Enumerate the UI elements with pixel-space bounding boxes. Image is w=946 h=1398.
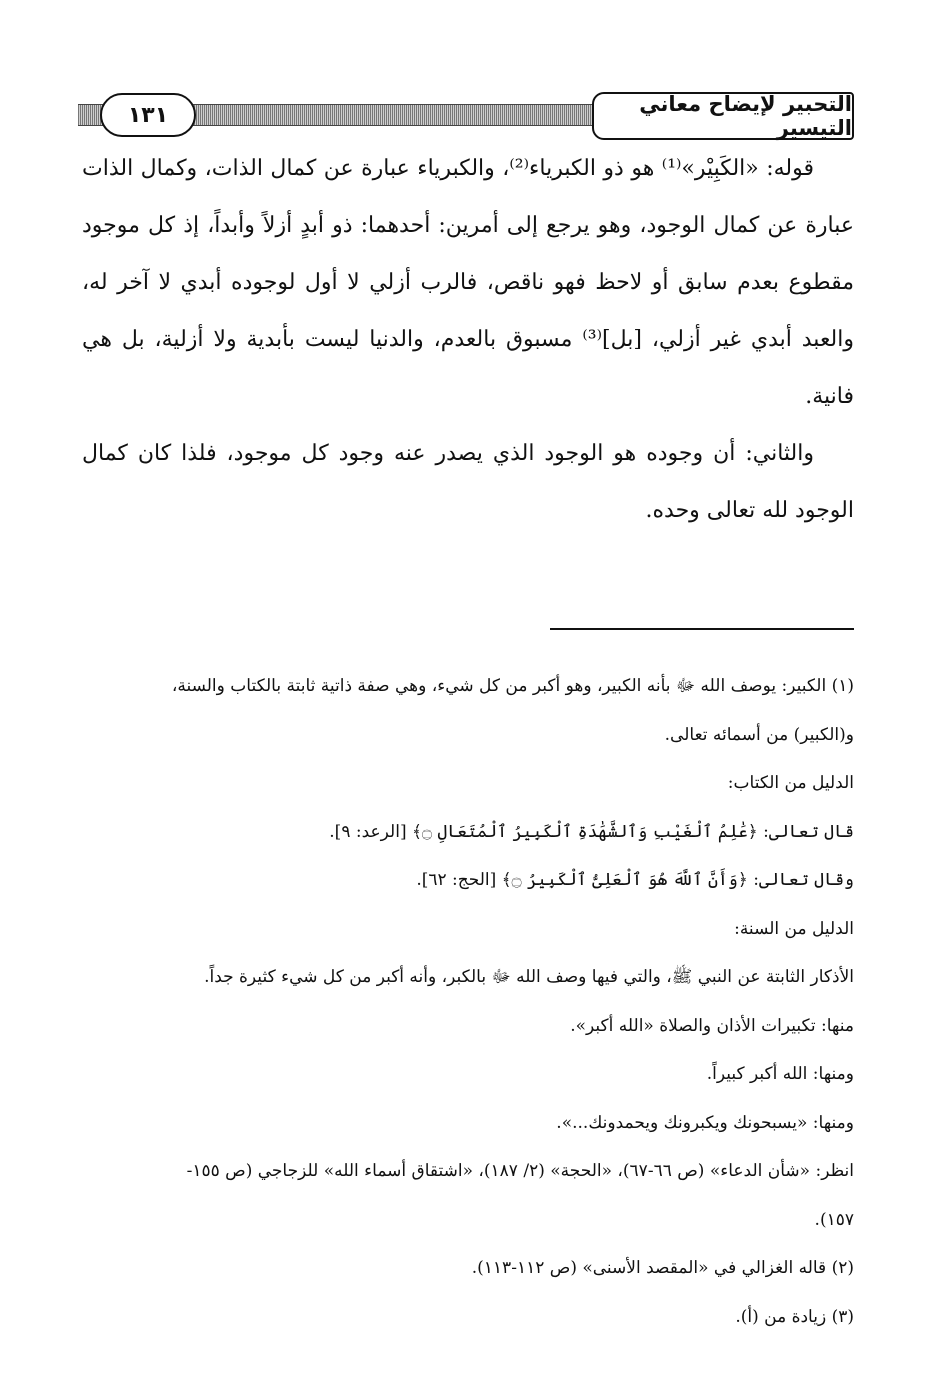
footnotes bbox=[82, 662, 854, 1341]
footnote-line: (١) الكبير: يوصف الله ﷻ بأنه الكبير، وهو أكبر من كل شيء، وهي صفة ذاتية ثابتة بالكتاب والسنة، bbox=[171, 676, 854, 696]
footnote-line: (٣) زيادة من (أ). bbox=[735, 1306, 854, 1327]
paragraph-text: والثاني: أن وجوده هو الوجود الذي يصدر عنه وجود كل موجود، فلذا كان كمال الوجود لله تعالى وحده. bbox=[82, 441, 854, 523]
footnote-line: الأذكار الثابتة عن النبي ﷺ، والتي فيها وصف الله ﷻ بالكبر، وأنه أكبر من كل شيء كثيرة جداً. bbox=[204, 967, 854, 987]
footnote-line: ومنها: «يسبحونك ويكبرونك ويحمدونك...». bbox=[556, 1112, 854, 1133]
main-text bbox=[82, 140, 854, 539]
book-title: التحبير لإيضاح معاني التيسير bbox=[592, 92, 854, 140]
footnote-line: الدليل من السنة: bbox=[734, 918, 854, 939]
footnote-line: قال تعالى: ﴿عَٰلِمُ ٱلْغَيْبِ وَٱلشَّهَٰدَةِ ٱلْكَبِيرُ ٱلْمُتَعَالِ ۝﴾ [الرعد: ٩]. bbox=[329, 821, 854, 842]
footnote-line: و(الكبير) من أسمائه تعالى. bbox=[664, 724, 854, 745]
footnote-line: (٢) قاله الغزالي في «المقصد الأسنى» (ص ١١٢-١١٣). bbox=[471, 1258, 854, 1278]
page-header bbox=[78, 92, 854, 140]
page-number: ١٣١ bbox=[100, 93, 196, 137]
footnote-line: منها: تكبيرات الأذان والصلاة «الله أكبر». bbox=[570, 1015, 854, 1036]
footnote-divider bbox=[550, 628, 854, 630]
paragraph bbox=[82, 425, 854, 539]
footnote-line: الدليل من الكتاب: bbox=[727, 773, 854, 793]
paragraph-text: قوله: «الكَبِيْر»⁽¹⁾ هو ذو الكبرياء⁽²⁾، والكبرياء عبارة عن كمال الذات، وكمال الذات عبارة عن كمال الوجود، وهو يرجع إلى أمرين: أحدهما: ذو أبدٍ أزلاً وأبداً، إذ كل موجود مقطوع بعدم سابق أو لاحظ فهو ناقص، فالرب أزلي لا أول لوجوده أبدي لا آخر له، والعبد أبدي غير أزلي، [بل]⁽³⁾ مسبوق بالعدم، والدنيا ليست بأبدية ولا أزلية، بل هي فانية. bbox=[82, 156, 854, 409]
footnote-line: انظر: «شأن الدعاء» (ص ٦٦-٦٧)، «الحجة» (٢/ ١٨٧)، «اشتقاق أسماء الله» للزجاجي (ص ١٥٥- bbox=[186, 1161, 854, 1181]
footnote-line: ١٥٧). bbox=[814, 1209, 854, 1230]
paragraph bbox=[82, 140, 854, 425]
footnote-line: وقال تعالى: ﴿وَأَنَّ ٱللَّهَ هُوَ ٱلْعَلِىُّ ٱلْكَبِيرُ ۝﴾ [الحج: ٦٢]. bbox=[416, 870, 854, 890]
footnote-line: ومنها: الله أكبر كبيراً. bbox=[706, 1064, 854, 1084]
